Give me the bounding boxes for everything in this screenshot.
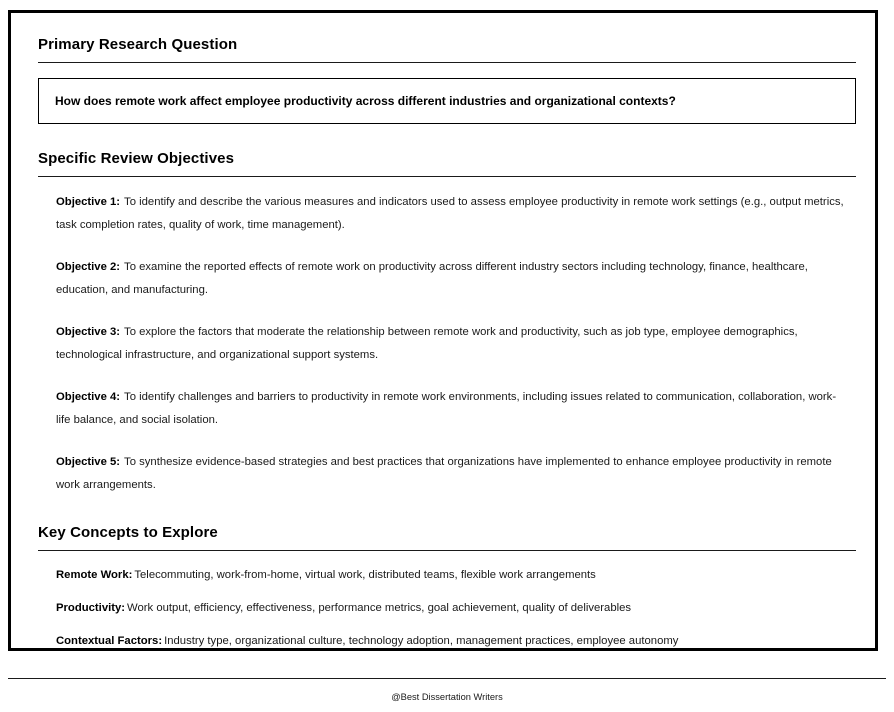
primary-question-heading: Primary Research Question xyxy=(38,36,238,53)
objective-text: To examine the reported effects of remote work on productivity across different industry sectors including technology, finance, healthcare, education, and manufacturing. xyxy=(56,261,808,296)
concept-item xyxy=(56,598,856,618)
section-key-concepts xyxy=(38,523,856,651)
concept-text: Work output, efficiency, effectiveness, performance metrics, goal achievement, quality of deliverables xyxy=(127,602,632,614)
objective-item xyxy=(56,451,846,497)
objective-item xyxy=(56,321,846,367)
concept-item xyxy=(56,565,856,585)
spacer-before-key-concepts xyxy=(38,497,856,523)
objective-text: To identify and describe the various measures and indicators used to assess employee productivity in remote work settings (e.g., output metrics, task completion rates, quality of work, time management). xyxy=(56,196,844,231)
document-frame xyxy=(8,10,878,651)
section-primary-research-question xyxy=(38,35,856,124)
footer-credit: @Best Dissertation Writers xyxy=(391,692,503,702)
footer-divider xyxy=(8,678,886,679)
key-concepts-list xyxy=(38,551,856,651)
objective-label: Objective 3: xyxy=(56,326,121,338)
primary-question-box xyxy=(38,78,856,124)
objective-text: To synthesize evidence-based strategies and best practices that organizations have implemented to enhance employee productivity in remote work arrangements. xyxy=(56,456,832,491)
spacer-before-objectives xyxy=(38,124,856,149)
section-specific-review-objectives xyxy=(38,149,856,497)
primary-question-text: How does remote work affect employee productivity across different industries and organizational contexts? xyxy=(55,94,676,108)
objective-text: To explore the factors that moderate the relationship between remote work and productivity, such as job type, employee demographics, technological infrastructure, and organizational support systems. xyxy=(56,326,798,361)
primary-question-heading-rule xyxy=(38,62,856,63)
objectives-list xyxy=(38,177,856,497)
objective-item xyxy=(56,386,846,432)
objective-label: Objective 1: xyxy=(56,196,121,208)
objective-label: Objective 5: xyxy=(56,456,121,468)
concept-text: Industry type, organizational culture, technology adoption, management practices, employee autonomy xyxy=(164,635,679,647)
concept-text: Telecommuting, work-from-home, virtual work, distributed teams, flexible work arrangements xyxy=(134,569,596,581)
document-content xyxy=(38,35,856,651)
objective-label: Objective 2: xyxy=(56,261,121,273)
concept-label: Contextual Factors: xyxy=(56,635,163,647)
objective-item xyxy=(56,191,846,237)
concept-label: Remote Work: xyxy=(56,569,133,581)
objectives-heading: Specific Review Objectives xyxy=(38,150,235,167)
objective-text: To identify challenges and barriers to productivity in remote work environments, including issues related to communication, collaboration, work-life balance, and social isolation. xyxy=(56,391,837,426)
concept-item xyxy=(56,631,856,651)
objective-item xyxy=(56,256,846,302)
concept-label: Productivity: xyxy=(56,602,126,614)
objective-label: Objective 4: xyxy=(56,391,121,403)
key-concepts-heading: Key Concepts to Explore xyxy=(38,524,218,541)
